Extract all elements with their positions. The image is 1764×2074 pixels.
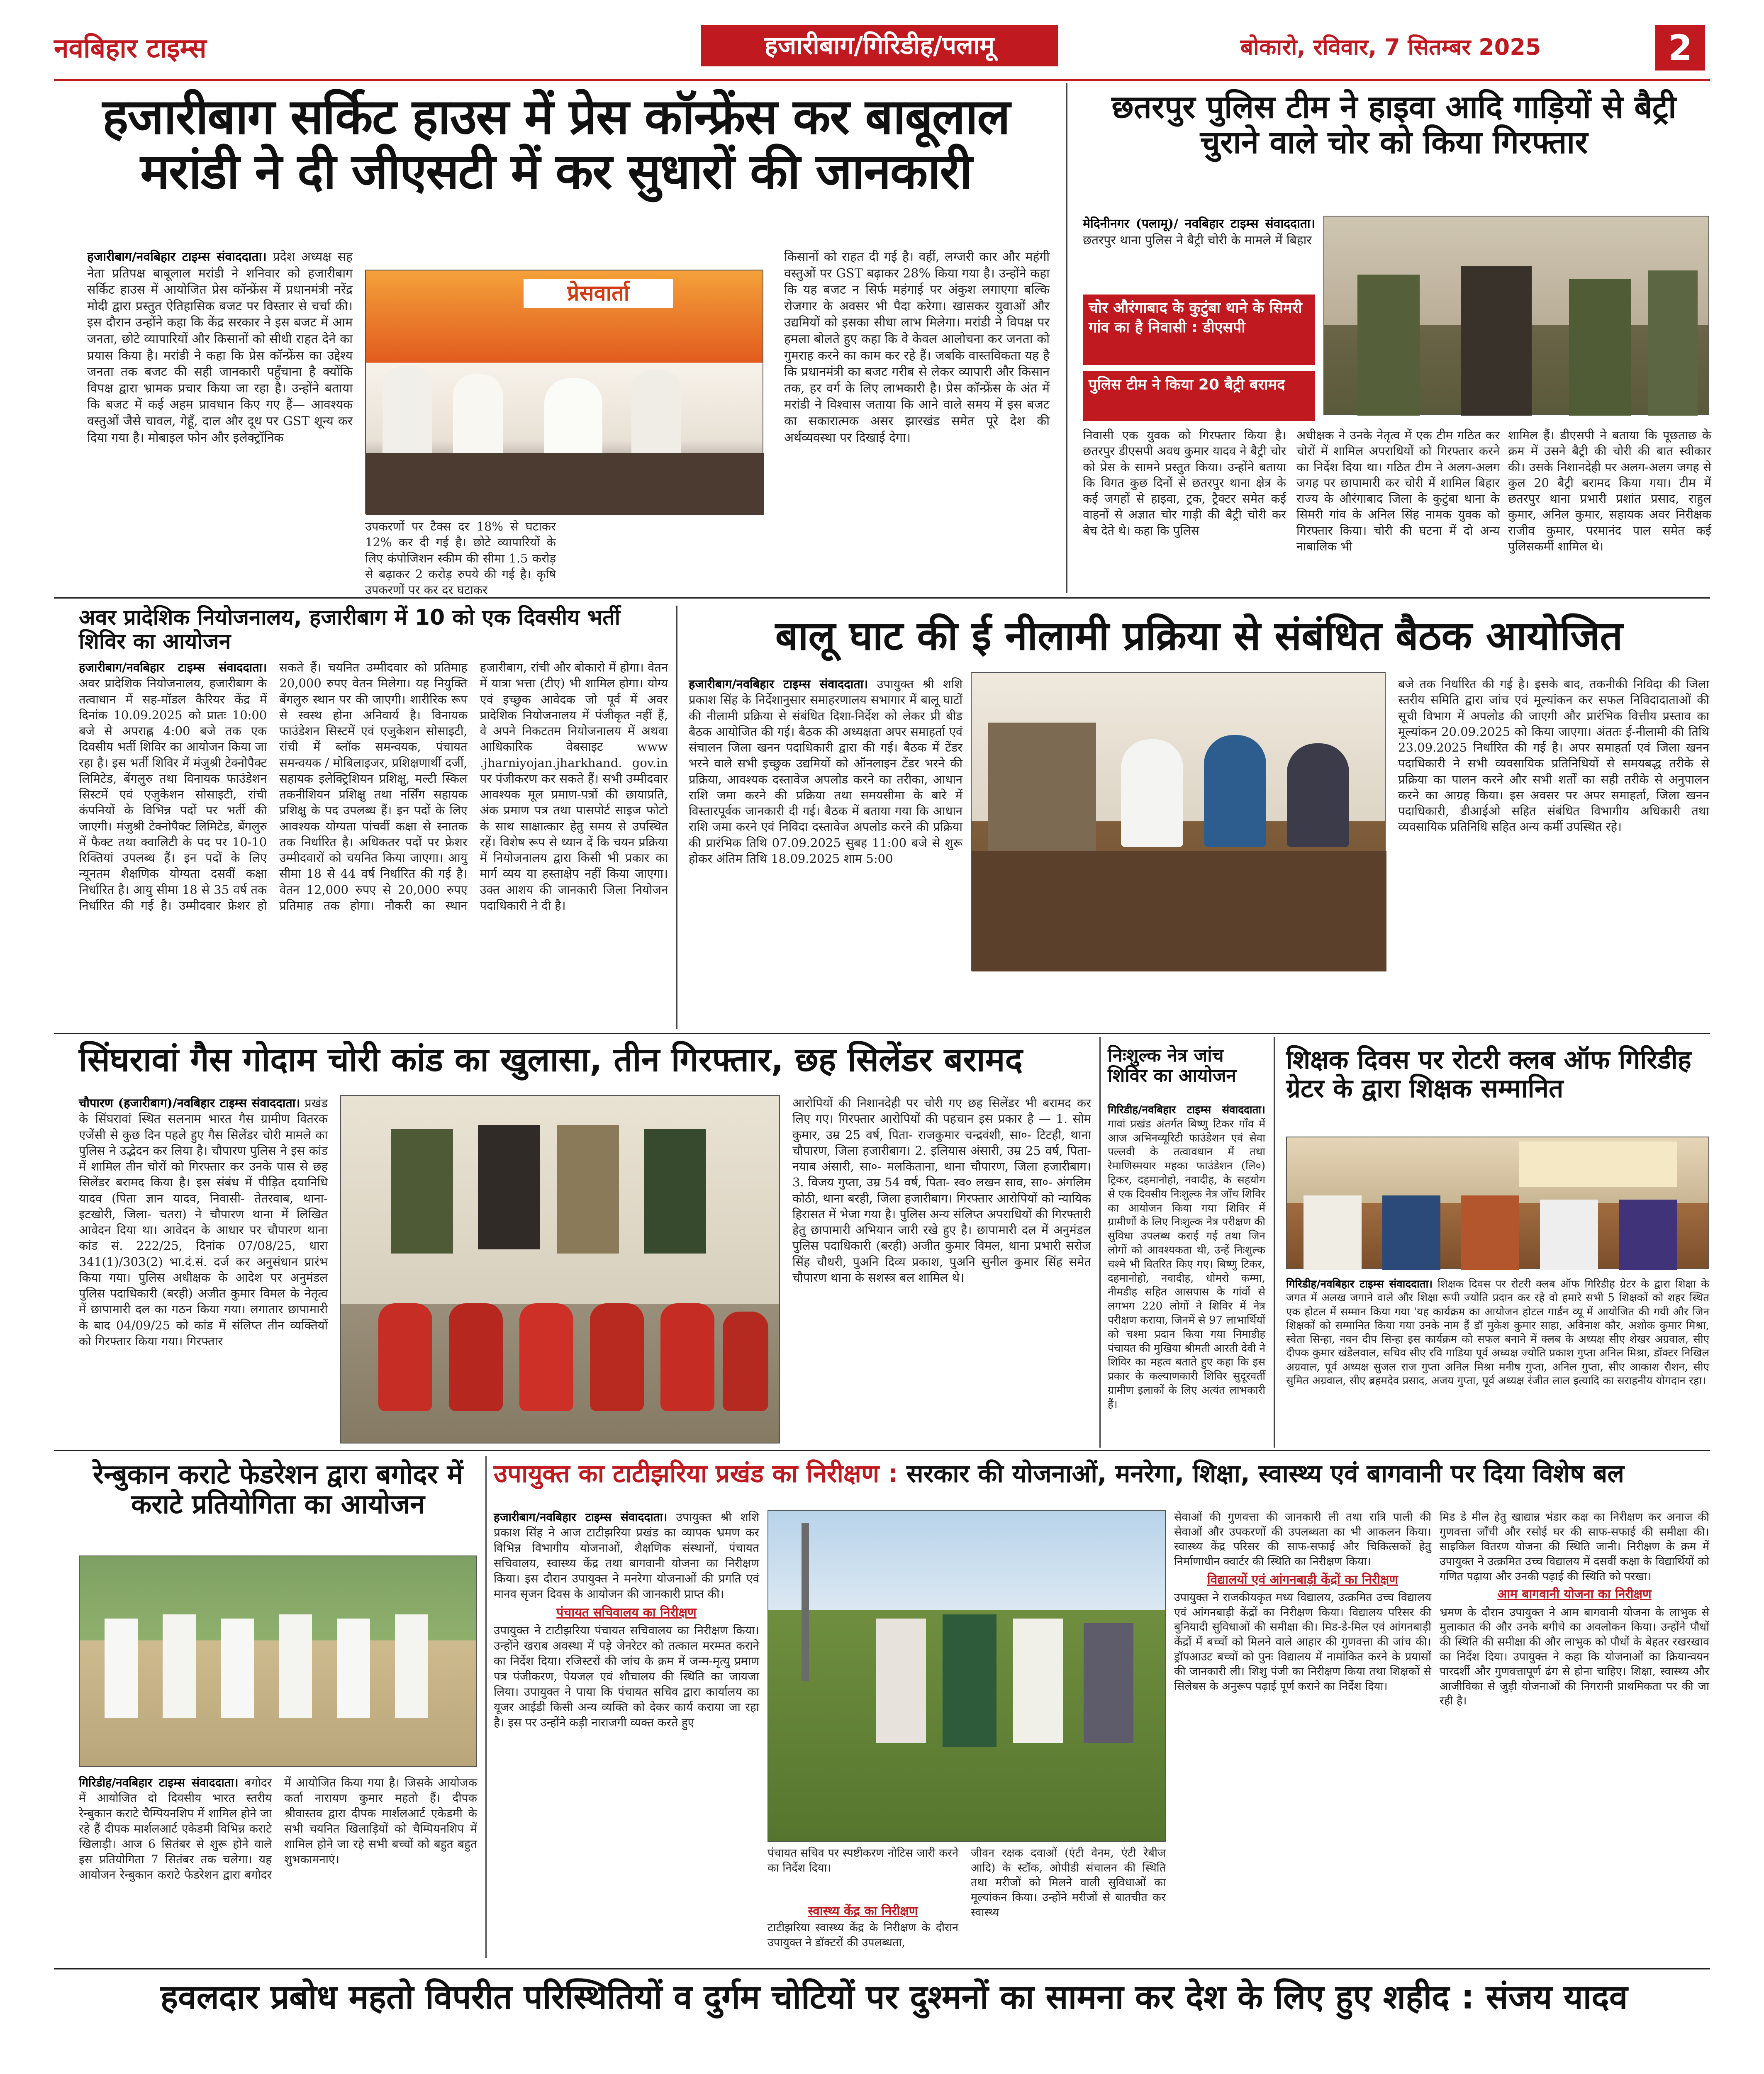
story8-byline: गिरिडीह/नवबिहार टाइम्स संवाददाता। bbox=[79, 1776, 239, 1789]
story3-byline: हजारीबाग/नवबिहार टाइम्स संवाददाता। bbox=[79, 660, 267, 674]
story9-body4: सेवाओं की गुणवत्ता की जानकारी ली तथा रात्रि पाली की सेवाओं और उपकरणों की उपलब्धता का भी आकलन किया। स्वास्थ्य केंद्र परिसर की साफ-सफाई और चिकित्सकों हेतु निर्माणाधीन क्वार्टर की स्थिति का निरीक्षण किया। bbox=[1174, 1511, 1431, 1568]
story9-body5: उपायुक्त ने राजकीयकृत मध्य विद्यालय, उत्क्रमित उच्च विद्यालय एवं आंगनबाड़ी केंद्रों का निरीक्षण किया। विद्यालय परिसर की बुनियादी सुविधाओं की समीक्षा की। मिड-डे-मिल एवं आंगनबाड़ी केंद्रों में बच्चों को मिलने वाले आहार की गुणवत्ता की जांच की। ड्रॉपआउट बच्चों को पुनः विद्यालय में नामांकित करने के प्रयासों की जानकारी ली। शिशु पंजी का निरीक्षण किया तथा शिक्षकों से सिलेबस के अनुरूप पढ़ाई पूर्ण कराने का निर्देश दिया। bbox=[1174, 1591, 1431, 1693]
story4-photo bbox=[971, 672, 1386, 971]
story2-intro: छतरपुर थाना पुलिस ने बैट्री चोरी के मामले में बिहार bbox=[1083, 233, 1312, 248]
story2-body1: निवासी एक युवक को गिरफ्तार किया है। छतरपुर डीएसपी अवध कुमार यादव ने बैट्री चोर को प्रेस के सामने प्रस्तुत किया। उन्होंने बताया कि विगत कुछ दिनों से छतरपुर थाना क्षेत्र के कई जगहों से हाइवा, ट्रक, ट्रैक्टर समेत कई वाहनों से अज्ञात चोर गाड़ी की बैट्री चोरी कर बेच देते थे। कहा कि पुलिस bbox=[1083, 428, 1286, 538]
story9-col3 bbox=[1174, 1510, 1431, 1958]
story5-photo bbox=[340, 1095, 780, 1444]
row-divider bbox=[54, 1450, 1710, 1451]
row-divider bbox=[54, 597, 1710, 599]
story7-photo bbox=[1286, 1137, 1709, 1269]
story6-headline: निःशुल्क नेत्र जांच शिविर का आयोजन bbox=[1108, 1045, 1236, 1087]
story8-block bbox=[79, 1775, 477, 1958]
story9-body3: टाटीझरिया स्वास्थ्य केंद्र के निरीक्षण के दौरान उपायुक्त ने डॉक्टरों की उपलब्धता, bbox=[767, 1921, 958, 1949]
masthead bbox=[54, 25, 1710, 75]
story4-body2: बजे तक निर्धारित की गई है। इसके बाद, तकनीकी निविदा की जिला स्तरीय समिति द्वारा जांच एवं मूल्यांकन कर सफल निविदादाताओं की सूची विभाग में अपलोड की जाएगी और प्रारंभिक वित्तीय प्रस्ताव का मूल्यांकन 20.09.2025 को किया जाएगा। अंततः ई-नीलामी की तिथि 23.09.2025 निर्धारित की गई है। अपर समाहर्ता एवं जिला खनन पदाधिकारी ने सभी व्यवसायिक प्रतिनिधियों से समयबद्ध तरीके से प्रक्रिया का पालन करने और सभी शर्तों का सही तरीके से अनुपालन करने का आग्रह किया। इस अवसर पर अपर समाहर्ता, जिला खनन पदाधिकारी, डीआईओ सहित संबंधित विभागीय अधिकारी तथा व्यवसायिक प्रतिनिधि सहित अन्य कर्मी उपस्थित रहे। bbox=[1398, 677, 1709, 834]
story9-col4 bbox=[1440, 1510, 1709, 1958]
story9-body6: मिड डे मील हेतु खाद्यान्न भंडार कक्ष का निरीक्षण कर अनाज की गुणवत्ता जाँची और रसोई घर की साफ-सफाई की समीक्षा की। साइकिल वितरण योजना की स्थिति जानी। निरीक्षण के क्रम में उपायुक्त ने उत्क्रमित उच्च विद्यालय में दसवीं कक्षा के विद्यार्थियों को गणित पढ़ाया और उनकी पढ़ाई की स्थिति को परखा। bbox=[1440, 1511, 1709, 1583]
page-number: 2 bbox=[1655, 25, 1705, 71]
story7-headline: शिक्षक दिवस पर रोटरी क्लब ऑफ गिरिडीह ग्रेटर के द्वारा शिक्षक सम्मानित bbox=[1286, 1044, 1691, 1104]
story7-byline: गिरिडीह/नवबिहार टाइम्स संवाददाता। bbox=[1286, 1278, 1433, 1290]
column-divider bbox=[485, 1456, 487, 1958]
story9-sub1: पंचायत सचिवालय का निरीक्षण bbox=[556, 1605, 697, 1620]
story5-headline: सिंघरावां गैस गोदाम चोरी कांड का खुलासा, तीन गिरफ्तार, छह सिलेंडर बरामद bbox=[79, 1040, 1023, 1079]
story3-body: अवर प्रादेशिक नियोजनालय, हजारीबाग के तत्वाधान में सह-मॉडल कैरियर केंद्र में दिनांक 10.09.2025 को प्रातः 10:00 बजे से अपराह्न 4:00 बजे तक एक दिवसीय भर्ती शिविर का आयोजन किया जा रहा है। इस भर्ती शिविर में मंजुश्री टेक्नोपैक्ट लिमिटेड, बेंगलुरु तथा विनायक फाउंडेशन सिस्टमें एवं एजुकेशन सोसाइटी, रांची कंपनियों के विभिन्न पदों पर भर्ती की जाएगी। मंजुश्री टेक्नोपैक्ट लिमिटेड, बेंगलुरु में फैक्ट तथा क्वालिटी के पद पर 10-10 रिक्तियां उपलब्ध हैं। इन पदों के लिए न्यूनतम शैक्षणिक योग्यता दसवीं कक्षा निर्धारित है। आयु सीमा 18 से 35 वर्ष तक निर्धारित की गई है। उम्मीदवार फ्रेशर हो सकते हैं। चयनित उम्मीदवार को प्रतिमाह 20,000 रुपए वेतन मिलेगा। यह नियुक्ति बेंगलुरु स्थान पर की जाएगी। शारीरिक रूप से स्वस्थ होना अनिवार्य है। विनायक फाउंडेशन सिस्टमें एवं एजुकेशन सोसाइटी, रांची में ब्लॉक समन्वयक, पंचायत समन्वयक / मोबिलाइजर, प्रशिक्षणार्थी दर्जी, सहायक इलेक्ट्रिशियन प्रशिक्षु, मल्टी स्किल तकनीशियन प्रशिक्षु तथा नर्सिंग सहायक प्रशिक्षु के पद उपलब्ध हैं। इन पदों के लिए आवश्यक योग्यता पांचवीं कक्षा से स्नातक तक निर्धारित है। अधिकतर पदों पर फ्रेशर उम्मीदवारों को चयनित किया जाएगा। आयु सीमा 18 से 44 वर्ष निर्धारित की गई है। वेतन 12,000 रुपए से 20,000 रुपए प्रतिमाह तक होगा। नौकरी का स्थान हजारीबाग, रांची और बोकारो में होगा। वेतन में यात्रा भत्ता (टीए) भी शामिल होगा। योग्य एवं इच्छुक आवेदक जो पूर्व में अवर प्रादेशिक नियोजनालय में पंजीकृत नहीं हैं, वे अपने निकटतम नियोजनालय में अथवा आधिकारिक वेबसाइट www .jharniyojan.jharkhand. gov.in पर पंजीकरण कर सकते हैं। सभी उम्मीदवार आवश्यक मूल प्रमाण-पत्रों की छायाप्रति, अंक प्रमाण पत्र तथा पासपोर्ट साइज फोटो के साथ साक्षात्कार हेतु समय से उपस्थित रहें। विशेष रूप से ध्यान दें कि चयन प्रक्रिया में नियोजनालय द्वारा किसी भी प्रकार का मार्ग व्यय या हस्ताक्षेप नहीं किया जाएगा। उक्त आशय की जानकारी जिला नियोजन पदाधिकारी ने दी है। bbox=[79, 660, 668, 913]
story2-photo bbox=[1323, 216, 1709, 415]
story2-body3: शामिल हैं। डीएसपी ने बताया कि पूछताछ के क्रम में उसने बैट्री की चोरी की बात स्वीकार की। उसके निशानदेही पर अलग-अलग जगह से कुल 20 बैट्री बरामद किया गया। टीम में छतरपुर थाना प्रभारी प्रशांत प्रसाद, राहुल कुमार, अनिल कुमार, सहायक अवर निरीक्षक राजीव कुमार, परमानंद पाल समेत कई पुलिसकर्मी शामिल थे। bbox=[1508, 428, 1711, 553]
story3-body-block bbox=[79, 660, 668, 1033]
story7-body: शिक्षक दिवस पर रोटरी क्लब ऑफ गिरिडीह ग्रेटर के द्वारा शिक्षा के जगत में अलख जगाने वाले और शिक्षा रूपी ज्योति प्रदान कर रहे वो हमारे सभी 5 शिक्षकों को शहर स्थित एक होटल में सम्मान किया गया 'यह कार्यक्रम का आयोजन होटल गार्डन व्यू में आयोजित की गयी और जिन शिक्षकों को सम्मानित किया गया उनके नाम हैं डॉ मुकेश कुमार साहा, अविनाश कौर, अशोक कुमार मिश्रा, स्वेता सिन्हा, नवन दीप सिन्हा इस कार्यक्रम को सफल बनाने में क्लब के अध्यक्ष सीए शेखर अग्रवाल, सीए दीपक कुमार खंडेलवाल, सचिव सीए रवि गाडिया पूर्व अध्यक्ष ज्योति प्रकाश गुप्ता अनिल मिश्रा, डॉक्टर निखिल अग्रवाल, पूर्व अध्यक्ष सुजल राज गुप्ता अनिल मिश्रा मनीष गुप्ता, अनिल गुप्ता, सीए आकाश रौशन, सीए सुमित अग्रवाल, सीए ब्रहमदेव प्रसाद, अजय गुप्ता, पूर्व अध्यक्ष रंजीत लाल इत्यादि का सराहनीय योगदान रहा। bbox=[1286, 1278, 1709, 1387]
story9-headline-main: सरकार की योजनाओं, मनरेगा, शिक्षा, स्वास्थ्य एवं बागवानी पर दिया विशेष बल bbox=[906, 1459, 1624, 1488]
story5-byline: चौपारण (हजारीबाग)/नवबिहार टाइम्स संवाददाता। bbox=[79, 1096, 300, 1110]
story1-photo bbox=[365, 270, 763, 514]
story2-headline: छतरपुर पुलिस टीम ने हाइवा आदि गाड़ियों से बैट्री चुराने वाले चोर को किया गिरफ्तार bbox=[1111, 88, 1676, 161]
story4-headline: बालू घाट की ई नीलामी प्रक्रिया से संबंधित बैठक आयोजित bbox=[775, 613, 1623, 659]
story1-headline: हजारीबाग सर्किट हाउस में प्रेस कॉन्फ्रेंस कर बाबूलाल मरांडी ने दी जीएसटी में कर सुधारों की जानकारी bbox=[102, 88, 1010, 200]
story9-sub4: आम बागवानी योजना का निरीक्षण bbox=[1497, 1587, 1652, 1602]
story2-highlight1: चोर औरंगाबाद के कुटुंबा थाने के सिमरी गांव का है निवासी : डीएसपी bbox=[1083, 295, 1315, 365]
column-divider bbox=[1066, 83, 1067, 593]
story2-highlight2: पुलिस टीम ने किया 20 बैट्री बरामद bbox=[1083, 371, 1315, 421]
story9-body7: भ्रमण के दौरान उपायुक्त ने आम बागवानी योजना के लाभुक से मुलाकात की और उनके बगीचे का अवलोकन किया। उन्होंने पौधों की स्थिति की समीक्षा की और लाभुक को पौधों के बेहतर रखरखाव का निर्देश दिया। उपायुक्त ने कहा कि योजनाओं का क्रियान्वयन पारदर्शी और गुणवत्तापूर्ण ढंग से होना चाहिए। शिक्षा, स्वास्थ्य और आजीविका से जुड़ी योजनाओं की निगरानी प्राथमिकता पर की जा रही है। bbox=[1440, 1606, 1709, 1708]
story1-photo-banner: प्रेसवार्ता bbox=[524, 279, 673, 308]
story1-body3: किसानों को राहत दी गई है। वहीं, लग्जरी कार और महंगी वस्तुओं पर GST बढ़ाकर 28% किया गया है। उन्होंने कहा कि यह बजट न सिर्फ महंगाई पर अंकुश लगाएगा बल्कि रोजगार के अवसर भी पैदा करेगा। खासकर युवाओं और उद्यमियों को इसका सीधा लाभ मिलेगा। मरांडी ने विपक्ष पर हमला बोलते हुए कहा कि वे केवल आलोचना कर जनता को गुमराह करने का काम कर रहे हैं। जबकि वास्तविकता यह है कि प्रधानमंत्री का बजट गरीब से लेकर व्यापारी और किसान तक, हर वर्ग के लिए लाभकारी है। प्रेस कॉन्फ्रेंस के अंत में मरांडी ने विश्वास जताया कि आने वाले समय में इस बजट का सकारात्मक असर झारखंड समेत पूरे देश की अर्थव्यवस्था पर दिखाई देगा। bbox=[784, 250, 1050, 445]
story10-headline: हवलदार प्रबोध महतो विपरीत परिस्थितियों व दुर्गम चोटियों पर दुश्मनों का सामना कर देश के लिए हुए शहीद : संजय यादव bbox=[160, 1978, 1628, 2016]
story5-body1: प्रखंड के सिंघरावां स्थित सलनाम भारत गैस ग्रामीण वितरक एजेंसी से कुछ दिन पहले हुए गैस सिलेंडर चोरी मामले का पुलिस ने उद्भेदन कर लिया है। चौपारण पुलिस ने इस कांड में शामिल तीन चोरों को गिरफ्तार कर उनके पास से छह सिलेंडर बरामद किया है। इस संबंध में पीड़ित दयानिधि यादव (पिता ज्ञान यादव, निवासी- तेतरवाब, थाना- इटखोरी, जिला- चतरा) ने चौपारण थाना में लिखित आवेदन दिया था। आवेदन के आधार पर चौपारण थाना कांड सं. 222/25, दिनांक 07/08/25, धारा 341(1)/303(2) भा.दं.सं. दर्ज कर अनुसंधान प्रारंभ किया गया। पुलिस अधीक्षक के आदेश पर अनुमंडल पुलिस पदाधिकारी (बरही) अजीत कुमार विमल के नेतृत्व में छापामारी दल का गठन किया गया। लगातार छापामारी के बाद 04/09/25 को कांड में संलिप्त तीन व्यक्तियों को गिरफ्तार किया गया। गिरफ्तार bbox=[79, 1096, 328, 1348]
story1-body1: प्रदेश अध्यक्ष सह नेता प्रतिपक्ष बाबूलाल मरांडी ने शनिवार को हजारीबाग सर्किट हाउस में आयोजित प्रेस कॉन्फ्रेंस में प्रधानमंत्री नरेंद्र मोदी द्वारा प्रस्तुत ऐतिहासिक बजट पर विस्तार से चर्चा की। इस दौरान उन्होंने कहा कि केंद्र सरकार ने इस बजट में आम जनता, छोटे व्यापारियों और किसानों को सीधी राहत देने का प्रयास किया है। मरांडी ने कहा कि प्रेस कॉन्फ्रेंस का उद्देश्य जनता तक बजट की सही जानकारी पहुँचाना है क्योंकि विपक्ष द्वारा भ्रामक प्रचार किया जा रहा है। उन्होंने बताया कि बजट में कई अहम प्रावधान किए गए हैं— आवश्यक वस्तुओं जैसे चावल, गेहूँ, दाल और दूध पर GST शून्य कर दिया गया है। मोबाइल फोन और इलेक्ट्रॉनिक bbox=[87, 250, 353, 445]
story9-photo-cap1: पंचायत सचिव पर स्पष्टीकरण नोटिस जारी करने का निर्देश दिया। bbox=[767, 1847, 958, 1874]
story7-block bbox=[1286, 1278, 1709, 1444]
story4-col1 bbox=[689, 676, 962, 1025]
story9-photo bbox=[767, 1510, 1166, 1842]
story9-sub2: स्वास्थ्य केंद्र का निरीक्षण bbox=[808, 1904, 918, 1918]
paper-name: नवबिहार टाइम्स bbox=[54, 33, 207, 64]
story8-photo bbox=[79, 1556, 477, 1767]
story9-headline bbox=[494, 1460, 1709, 1502]
story8-body: बगोदर में आयोजित दो दिवसीय भारत स्तरीय रेन्बुकान कराटे चैम्पियनशिप में शामिल होने जा रहे हैं दीपक मार्शलआर्ट एकेडमी विभिन्न कराटे खिलाड़ी। आज 6 सितंबर से शुरू होने वाले इस प्रतियोगिता 7 सितंबर तक चलेगा। यह आयोजन रेन्बुकान कराटे फेडरेशन द्वारा बगोदर में आयोजित किया गया है। जिसके आयोजक कर्ता नारायण कुमार महतो हैं। दीपक श्रीवास्तव द्वारा दीपक मार्शलआर्ट एकेडमी के सभी चयनित खिलाड़ियों को चैम्पियनशिप में शामिल होने जा रहे सभी बच्चों को बहुत बहुत शुभकामनाएं। bbox=[79, 1776, 477, 1882]
row-divider bbox=[54, 1968, 1710, 1969]
story1-byline: हजारीबाग/नवबिहार टाइम्स संवाददाता। bbox=[87, 250, 267, 264]
column-divider bbox=[1099, 1037, 1101, 1448]
story9-headline-lead: उपायुक्त का टाटीझरिया प्रखंड का निरीक्षण : bbox=[494, 1459, 898, 1488]
story5-col1 bbox=[79, 1095, 328, 1444]
edition-banner: हजारीबाग/गिरिडीह/पलामू bbox=[701, 25, 1058, 66]
dateline: बोकारो, रविवार, 7 सितम्बर 2025 bbox=[1240, 34, 1541, 60]
story9-byline: हजारीबाग/नवबिहार टाइम्स संवाददाता। bbox=[494, 1510, 668, 1524]
story4-body1: उपायुक्त श्री शशि प्रकाश सिंह के निर्देशानुसार समाहरणालय सभागार में बालू घाटों की नीलामी प्रक्रिया से संबंधित दिशा-निर्देश को लेकर प्री बीड बैठक आयोजित की गई। बैठक की अध्यक्षता अपर समाहर्ता एवं संचालन जिला खनन पदाधिकारी द्वारा की गई। बैठक में टेंडर भरने वाले सभी इच्छुक उद्यमियों को ऑनलाइन टेंडर भरने की प्रक्रिया, आवश्यक दस्तावेज अपलोड करने का तरीका, आधान राशि जमा करने की प्रक्रिया तथा समयसीमा के बारे में विस्तारपूर्वक जानकारी दी गई। बैठक में बताया गया कि आधान राशि जमा करने एवं निविदा दस्तावेज अपलोड करने की प्रक्रिया की प्रारंभिक तिथि 07.09.2025 सुबह 11:00 बजे से शुरू होकर अंतिम तिथि 18.09.2025 शाम 5:00 bbox=[689, 677, 962, 866]
story6-block bbox=[1108, 1103, 1265, 1444]
story6-body: गावां प्रखंड अंतर्गत बिष्णु टिकर गाँव में आज अभिनव्यूरिटी फाउंडेशन एवं सेवा पल्लवी के तत्वावधान में तथा रेमाणिस्मयार महका फाउंडेशन (लि०) ट्रिकर, दहमानोहो, नवादीह, के सहयोग से एक दिवसीय निःशुल्क नेत्र जाँच शिविर का आयोजन किया गया शिविर में ग्रामीणों के लिए निःशुल्क नेत्र परीक्षण की सुविधा उपलब्ध कराई गई तथा जिन लोगों को आवश्यकता थी, उन्हें निःशुल्क चश्मे भी वितरित किए गए। बिष्णु टिकर, दहमानोहो, नवादीह, धोमरो कम्मा, नीमडीह सहित आसपास के गांवों से लगभग 220 लोगों ने शिविर में नेत्र परीक्षण कराया, जिनमें से 97 लाभार्थियों को चश्मा प्रदान किया गया निमाडीह पंचायत की मुखिया श्रीमती आरती देवी ने शिविर का महत्व बताते हुए कहा कि इस प्रकार के कल्याणकारी शिविर सुदूरवर्ती ग्रामीण इलाकों के लिए अत्यंत लाभकारी हैं। bbox=[1108, 1117, 1265, 1411]
story9-sub3: विद्यालयों एवं आंगनबाड़ी केंद्रों का निरीक्षण bbox=[1207, 1572, 1399, 1587]
story2-byline: मेदिनीनगर (पलामू)/ नवबिहार टाइम्स संवाददाता। bbox=[1083, 217, 1315, 231]
story9-col1 bbox=[494, 1510, 759, 1958]
column-divider bbox=[1274, 1037, 1275, 1448]
story9-body2: उपायुक्त ने टाटीझरिया पंचायत सचिवालय का निरीक्षण किया। उन्होंने खराब अवस्था में पड़े जेनरेटर को तत्काल मरम्मत कराने का निर्देश दिया। रजिस्टरों की जांच के क्रम में जन्म-मृत्यु प्रमाण पत्र पंजीकरण, पेयजल एवं शौचालय की स्थिति का जायजा लिया। उपायुक्त ने पाया कि पंचायत सचिव द्वारा कार्यालय का यूजर आईडी किसी अन्य व्यक्ति को देकर कार्य कराया जा रहा है। इस पर उन्होंने कड़ी नाराजगी व्यक्त करते हुए bbox=[494, 1624, 759, 1730]
story9-photo-cap2: जीवन रक्षक दवाओं (एंटी वेनम, एंटी रेबीज आदि) के स्टॉक, ओपीडी संचालन की स्थिति तथा मरीजों को मिलने वाली सुविधाओं का मूल्यांकन किया। उन्होंने मरीजों से बातचीत कर स्वास्थ्य bbox=[971, 1847, 1166, 1919]
row-divider bbox=[54, 1033, 1710, 1034]
top-rule bbox=[54, 79, 1710, 81]
story5-body2: आरोपियों की निशानदेही पर चोरी गए छह सिलेंडर भी बरामद कर लिए गए। गिरफ्तार आरोपियों की पहचान इस प्रकार है — 1. सोम कुमार, उम्र 25 वर्ष, पिता- राजकुमार चन्द्रवंशी, सा०- टिटही, थाना चौपारण, जिला हजारीबाग। 2. इलियास अंसारी, उम्र 25 वर्ष, पिता- नयाब अंसारी, सा०- मलकिताना, थाना चौपारण, जिला हजारीबाग। 3. विजय गुप्ता, उम्र 54 वर्ष, पिता- स्व० लखन साव, सा०- अंगलिम कोठी, थाना बरही, जिला हजारीबाग। गिरफ्तार आरोपियों को न्यायिक हिरासत में भेजा गया है। पुलिस अन्य संलिप्त अपराधियों की गिरफ्तारी हेतु छापामारी अभियान जारी रखे हुए है। छापामारी दल में अनुमंडल पुलिस पदाधिकारी (बरही) अजीत कुमार विमल, थाना प्रभारी सरोज सिंह चौधरी, पुअनि दिव्य प्रकाश, पुअनि सुनील कुमार सिंह समेत चौपारण थाना के सशस्त्र बल शामिल थे। bbox=[792, 1096, 1091, 1285]
story2-body2: अधीक्षक ने उनके नेतृत्व में एक टीम गठित कर चोरों में शामिल अपराधियों को गिरफ्तार करने का निर्देश दिया था। गठित टीम ने अलग-अलग जगह पर छापामारी कर चोरी में शामिल बिहार राज्य के औरंगाबाद जिला के कुटुंबा थाना के सिमरी गांव के अनिल सिंह नामक युवक को गिरफ्तार किया। चोरी की घटना में दो अन्य नाबालिक भी bbox=[1296, 428, 1500, 553]
story9-body1: उपायुक्त श्री शशि प्रकाश सिंह ने आज टाटीझरिया प्रखंड का व्यापक भ्रमण कर विभिन्न विभागीय योजनाओं, शैक्षणिक संस्थानों, पंचायत सचिवालय, स्वास्थ्य केंद्र तथा बागवानी योजना का निरीक्षण किया। इस दौरान उपायुक्त ने मनरेगा योजनाओं की प्रगति एवं मानव सृजन दिवस के आयोजन की जानकारी प्राप्त की। bbox=[494, 1510, 759, 1601]
story1-col1 bbox=[87, 249, 353, 572]
story3-headline: अवर प्रादेशिक नियोजनालय, हजारीबाग में 10 को एक दिवसीय भर्ती शिविर का आयोजन bbox=[79, 605, 621, 655]
story4-byline: हजारीबाग/नवबिहार टाइम्स संवाददाता। bbox=[689, 677, 868, 691]
story6-byline: गिरिडीह/नवबिहार टाइम्स संवाददाता। bbox=[1108, 1104, 1265, 1116]
story1-body2: उपकरणों पर टैक्स दर 18% से घटाकर 12% कर दी गई है। छोटे व्यापारियों के लिए कंपोजिशन स्कीम की सीमा 1.5 करोड़ से बढ़ाकर 2 करोड़ रुपये की गई है। कृषि उपकरणों पर कर दर घटाकर bbox=[365, 519, 556, 597]
story2-intro-block bbox=[1083, 216, 1315, 299]
story8-headline: रेन्बुकान कराटे फेडरेशन द्वारा बगोदर में कराटे प्रतियोगिता का आयोजन bbox=[93, 1459, 463, 1520]
column-divider bbox=[676, 606, 677, 1029]
